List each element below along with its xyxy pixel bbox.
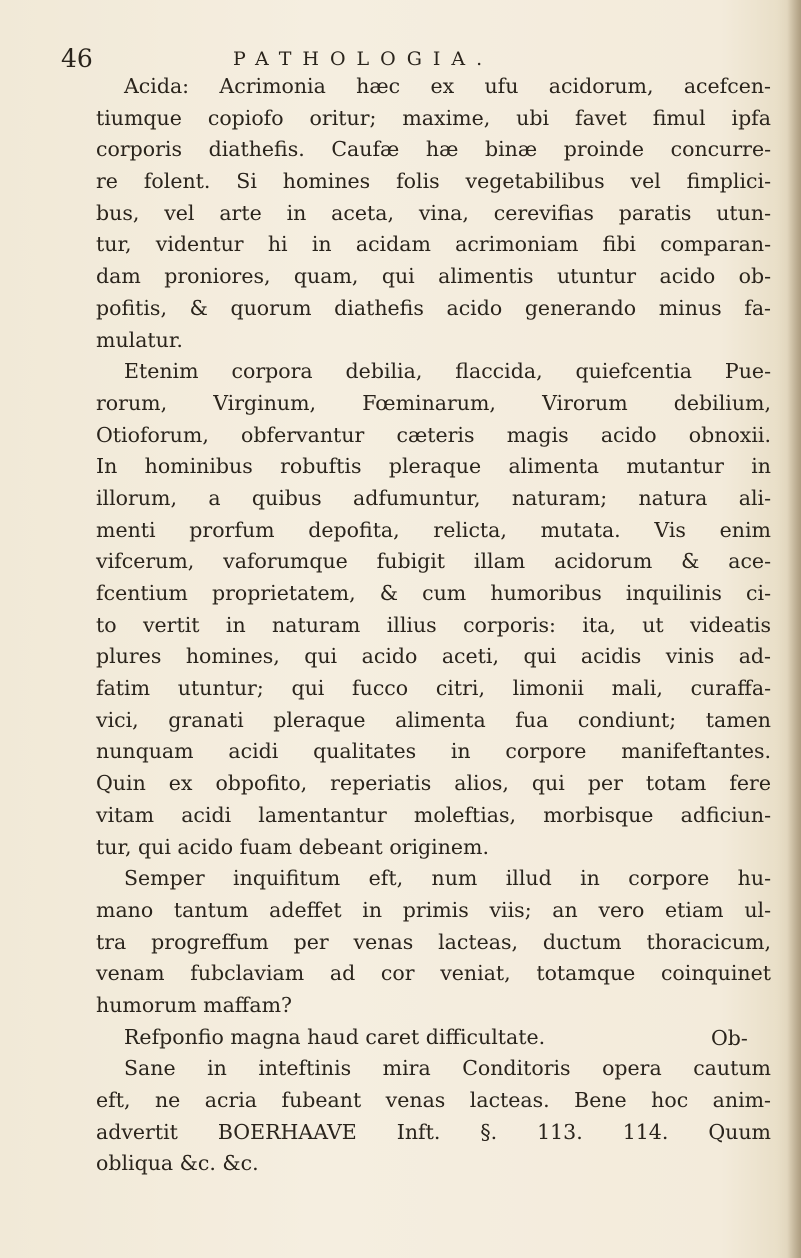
text-line: tur, qui acido fuam debeant originem. [96, 834, 489, 859]
text-line: re folent. Si homines folis vegetabilibus vel fimplici- [96, 169, 771, 194]
text-line: Sane in inteftinis mira Conditoris opera cautum [124, 1056, 771, 1081]
text-line: eft, ne acria fubeant venas lacteas. Bene hoc anim- [96, 1088, 771, 1112]
text-line: rorum, Virginum, Fœminarum, Virorum debilium, [96, 390, 771, 415]
text-line: vici, granati pleraque alimenta fua condiunt; tamen [96, 707, 771, 732]
text-line: venam fubclaviam ad cor veniat, totamque coinquinet [96, 961, 771, 986]
text-line: fatim utuntur; qui fucco citri, limonii mali, curaffa- [96, 676, 771, 701]
text-line: bus, vel arte in aceta, vina, cerevifias paratis utun- [96, 200, 771, 225]
text-line: pofitis, & quorum diathefis acido generando minus fa- [96, 295, 771, 320]
text-line: vitam acidi lamentantur moleftias, morbisque adficiun- [96, 802, 771, 827]
text-line: tiumque copiofo oritur; maxime, ubi favet fimul ipfa [96, 105, 771, 130]
text-line: Quin ex obpofito, reperiatis alios, qui per totam fere [96, 771, 771, 796]
text-line: Otioforum, obfervantur cæteris magis acido obnoxii. [96, 422, 771, 447]
text-line: plures homines, qui acido aceti, qui acidis vinis ad- [96, 644, 771, 669]
text-line: illorum, a quibus adfumuntur, naturam; natura ali- [96, 485, 771, 510]
text-line: dam proniores, quam, qui alimentis utuntur acido ob- [96, 264, 771, 289]
text-line: corporis diathefis. Caufæ hæ binæ proinde concurre- [96, 137, 771, 162]
text-line: mano tantum adeffet in primis viis; an vero etiam ul- [96, 897, 771, 922]
text-line: In hominibus robuftis pleraque alimenta mutantur in [96, 454, 771, 479]
text-line: tur, videntur hi in acidam acrimoniam fibi comparan- [96, 232, 771, 257]
page-edge-shadow [787, 0, 801, 1258]
text-line: to vertit in naturam illius corporis: ita, ut videatis [96, 612, 771, 637]
text-line: Refponfio magna haud caret difficultate. [124, 1024, 546, 1049]
text-line: menti prorfum depofita, relicta, mutata. Vis enim [96, 517, 771, 542]
text-line: Acida: Acrimonia hæc ex ufu acidorum, acefcen- [124, 74, 771, 98]
text-line: tra progreffum per venas lacteas, ductum thoracicum, [96, 929, 771, 954]
text-line: Etenim corpora debilia, flaccida, quiefcentia Pue- [124, 359, 771, 384]
text-line: advertit BOERHAAVE Inft. §. 113. 114. Quum [96, 1119, 771, 1144]
text-line: vifcerum, vaforumque fubigit illam acidorum & ace- [96, 549, 771, 574]
text-line: fcentium proprietatem, & cum humoribus inquilinis ci- [96, 581, 771, 605]
page-number: 46 [61, 44, 93, 73]
text-line: obliqua &c. &c. [96, 1151, 259, 1176]
catchword: Ob- [711, 1026, 748, 1050]
text-line: mulatur. [96, 327, 183, 352]
text-line: nunquam acidi qualitates in corpore manifeftantes. [96, 739, 771, 764]
text-line: humorum maffam? [96, 992, 293, 1017]
running-head: PATHOLOGIA. [233, 48, 494, 70]
body-text [96, 71, 771, 1180]
text-line: Semper inquifitum eft, num illud in corpore hu- [124, 866, 771, 891]
